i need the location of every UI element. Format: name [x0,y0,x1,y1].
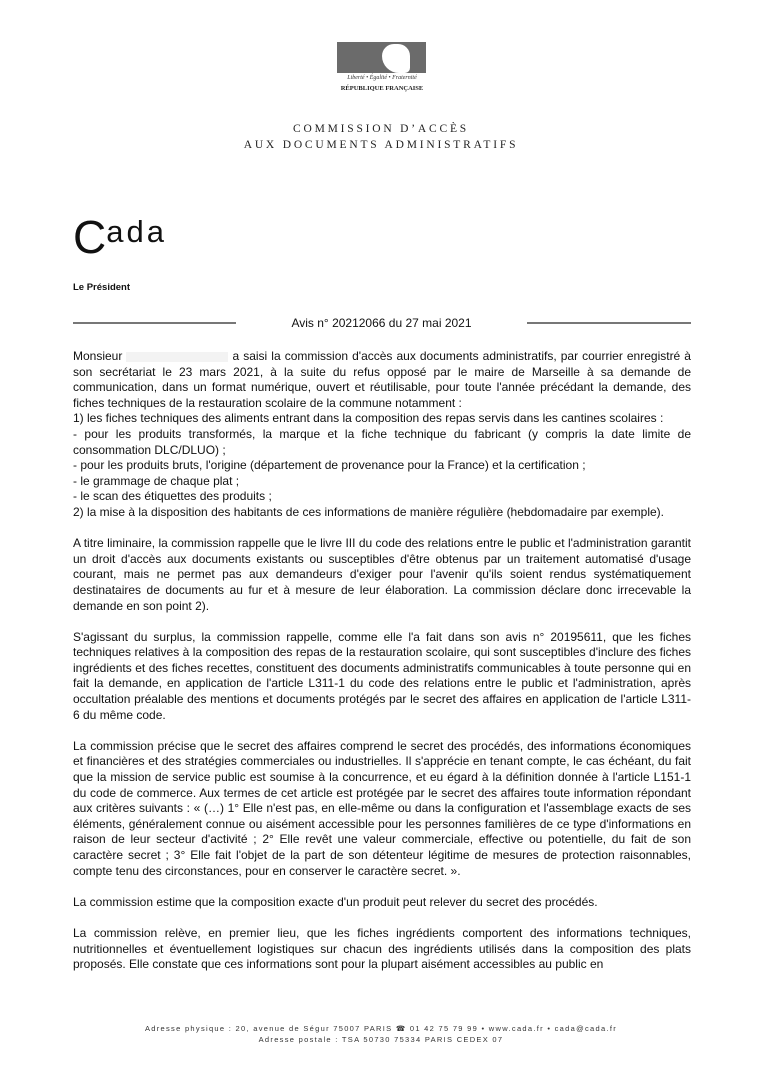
cada-logo-initial: C [73,211,107,263]
president-label: Le Président [73,282,131,293]
footer-address-physical: Adresse physique : 20, avenue de Ségur 75007 PARIS ☎ 01 42 75 79 99 • www.cada.fr • cada@cada.fr [144,1024,618,1033]
cada-logo [73,211,167,263]
paragraph-ingredients: La commission relève, en premier lieu, que les fiches ingrédients comportent des informations techniques, nutritionnelles et éventuellement logistiques sur chacun des ingrédients utilisés dans la composition des plats proposés. Elle constate que ces informations sont pour la plupart aisément accessibles au public en [73,925,691,972]
paragraph-request [73,349,691,521]
paragraph-business-secret: La commission précise que le secret des affaires comprend le secret des procédés, des informations économiques et financières et des stratégies commerciales ou industrielles. Il s'apprécie en tenant compte, le cas échéant, du fait que la mission de service public est soumise à la concurrence, et eu égard à la définition donnée à l'article L151-1 du code de commerce. Aux termes de cet article est protégée par le secret des affaires toute information répondant aux critères suivants : « (…) 1° Elle n'est pas, en elle-même ou dans la configuration et l'assemblage exacts de ses éléments, généralement connue ou aisément accessible pour les personnes familières de ce type d'informations en raison de leur secteur d'activité ; 2° Elle revêt une valeur commerciale, effective ou potentielle, du fait de son caractère secret ; 3° Elle fait l'objet de la part de son détenteur légitime de mesures de protection raisonnables, compte tenu des circonstances, pour en conserver le caractère secret. ». [73,738,691,878]
salutation: Monsieur [73,349,123,363]
title-rule-right [527,322,691,324]
paragraph-surplus: S'agissant du surplus, la commission rappelle, comme elle l'a fait dans son avis n° 20195611, que les fiches techniques relatives à la composition des repas de la restauration scolaire, qui sont susceptibles d'inclure des fiches ingrédients et des fiches recettes, constituent des documents administratifs communicables à toute personne qui en fait la demande, en application de l'article L311-1 du code des relations entre le public et l'administration, après occultation préalable des mentions et documents protégés par le secret des affaires en application de l'article L311-6 du même code. [73,629,691,722]
document-body [73,349,691,988]
logo-motto: Liberté • Égalité • Fraternité [347,75,417,81]
cada-logo-rest: ada [106,214,167,249]
request-item: 1) les fiches techniques des aliments entrant dans la composition des repas servis dans les cantines scolaires : [73,411,664,426]
marianne-silhouette-icon [382,44,410,73]
request-item: 2) la mise à la disposition des habitants de ces informations de manière régulière (hebdomadaire par exemple). [73,504,664,519]
paragraph-preliminary: A titre liminaire, la commission rappelle que le livre III du code des relations entre le public et l'administration garantit un droit d'accès aux documents existants ou susceptibles d'être obtenus par un traitement automatisé d'usage courant, mais ne permet pas aux demandeurs d'exiger pour l'avenir qu'ils soient rendus systématiquement destinataires de documents au fur et à mesure de leur élaboration. La commission déclare donc irrecevable la demande en son point 2). [73,536,691,613]
logo-republic-name: RÉPUBLIQUE FRANÇAISE [340,85,424,92]
redacted-name [126,352,228,362]
request-item: - pour les produits bruts, l'origine (département de provenance pour la France) et la certification ; [73,458,586,473]
title-rule-left [73,322,236,324]
paragraph-composition: La commission estime que la composition exacte d'un produit peut relever du secret des procédés. [73,894,598,909]
request-item: - le grammage de chaque plat ; [73,473,240,488]
footer-address-postal: Adresse postale : TSA 50730 75334 PARIS CEDEX 07 [258,1035,504,1044]
paragraph-request-intro [73,349,691,410]
request-item: - le scan des étiquettes des produits ; [73,489,272,504]
commission-title-line2: AUX DOCUMENTS ADMINISTRATIFS [243,139,519,151]
republique-francaise-logo [337,42,427,96]
avis-title: Avis n° 20212066 du 27 mai 2021 [291,316,472,330]
request-item: - pour les produits transformés, la marque et la fiche technique du fabricant (y compris la date limite de consommation DLC/DLUO) ; [73,426,691,457]
commission-title-line1: COMMISSION D’ACCÈS [293,123,469,135]
request-text: a saisi la commission d'accès aux documents administratifs, par courrier enregistré à son secrétariat le 23 mars 2021, à la suite du refus opposé par le maire de Marseille à sa demande de communication, dans un format numérique, ouvert et réutilisable, pour toute l'année précédant la demande, des fiches techniques de la restauration scolaire de la commune notamment : [73,349,691,410]
marianne-emblem [337,42,426,73]
